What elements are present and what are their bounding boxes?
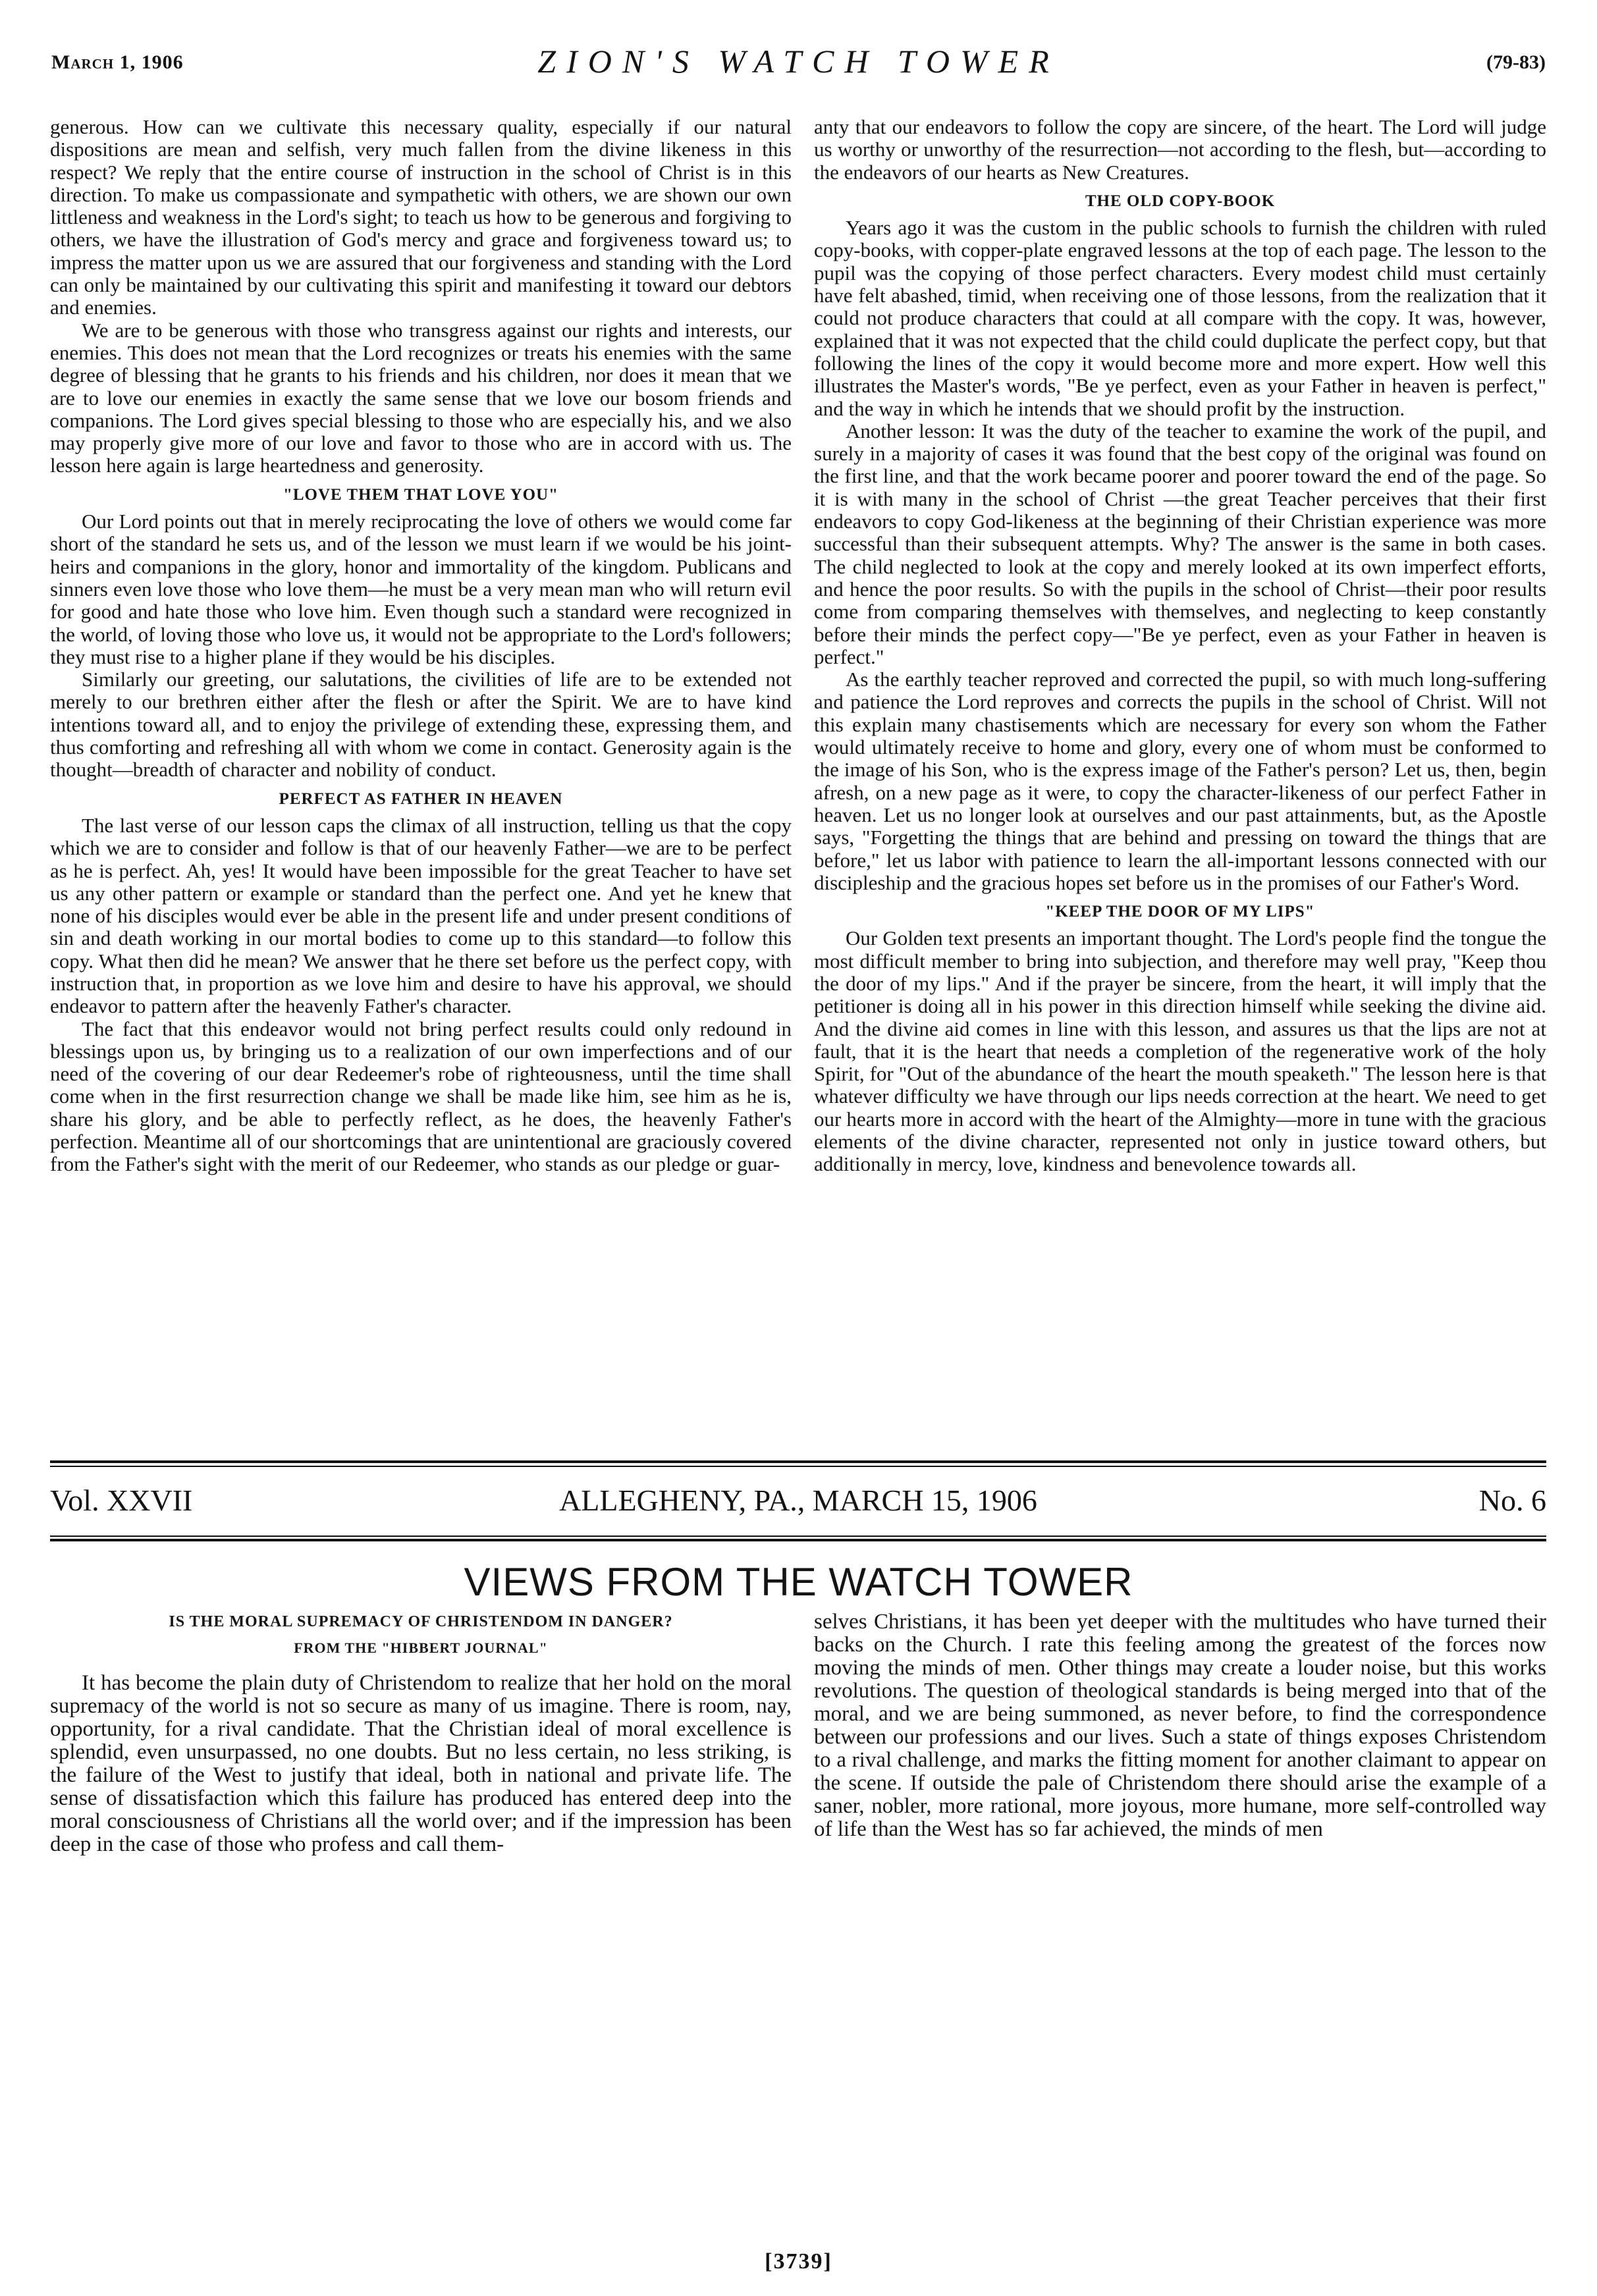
paragraph: It has become the plain duty of Christendom to realize that her hold on the moral supremacy of the world is not so secure as many of us imagine. There is room, nay, opportunity, for a rival candidate. That the Christian ideal of moral excellence is splendid, even unsurpassed, no one doubts. But no less certain, no less striking, is the failure of the West to justify that ideal, both in national and private life. The sense of dissatisfaction which this failure has produced has entered deep into the moral consciousness of Christians all the world over; and if the impression has been deep in the case of those who profess and call them- — [50, 1670, 792, 1856]
place-date: ALLEGHENY, PA., MARCH 15, 1906 — [559, 1483, 1037, 1517]
paragraph: Years ago it was the custom in the public schools to furnish the children with ruled copy-books, with copper-plate engraved lessons at the top of each page. The lesson to the pupil was the copying of those perfect characters. Every modest child must certainly have felt abashed, timid, when receiving one of those lessons, from the realization that it could not produce characters that could at all compare with the copy. It was, however, explained that it was not expected that the child could duplicate the perfect copy, but that following the lines of the copy it would become more and more expert. How well this illustrates the Master's words, "Be ye perfect, even as your Father in heaven is perfect," and the way in which he intends that we should profit by the instruction. — [814, 216, 1546, 420]
top-right-column — [814, 116, 1546, 1176]
paragraph: The last verse of our lesson caps the climax of all instruction, telling us that the copy which we are to consider and follow is that of our heavenly Father—we are to be perfect as he is perfect. Ah, yes! It would have been impossible for the great Teacher to have set us any other pattern or example or standard than the perfect one. And yet he knew that none of his disciples would ever be able in the present life and under present conditions of sin and death working in our mortal bodies to come up to this standard—to follow this copy. What then did he mean? We answer that he there set before us the perfect copy, with instruction that, in proportion as we love him and desire to have his approval, we should endeavor to pattern after the heavenly Father's character. — [50, 813, 792, 1018]
paragraph: generous. How can we cultivate this necessary quality, especially if our natural dispositions are mean and selfish, very much fallen from the divine likeness in this respect? We reply that the entire course of instruction in the school of Christ is in this direction. To make us compassionate and sympathetic with others, we are shown our own littleness and weakness in the Lord's sight; to teach us how to be generous and forgiving to others, we have the illustration of God's mercy and grace and forgiveness toward us; to impress the matter upon us we are assured that our forgiveness and standing with the Lord can only be maintained by our cultivating this spirit and manifesting it toward our debtors and enemies. — [50, 115, 792, 319]
masthead-rule-bottom-thin — [50, 1535, 1546, 1537]
bottom-right-column — [814, 1611, 1546, 1841]
article-heading: IS THE MORAL SUPREMACY OF CHRISTENDOM IN DANGER? — [169, 1613, 673, 1630]
section-heading: "LOVE THEM THAT LOVE YOU" — [283, 485, 559, 504]
volume-label: Vol. XXVII — [50, 1483, 193, 1517]
bottom-left-column — [50, 1611, 792, 1856]
article-source: FROM THE "HIBBERT JOURNAL" — [294, 1640, 548, 1657]
masthead-rule-top — [50, 1460, 1546, 1463]
masthead-rule-top-thin — [50, 1466, 1546, 1467]
masthead-rule-bottom — [50, 1539, 1546, 1541]
paragraph: The fact that this endeavor would not bring perfect results could only redound in blessings upon us, by bringing us to a realization of our own imperfections and of our need of the covering of our dear Redeemer's robe of righteousness, until the time shall come when in the first resurrection change we shall be made like him, see him as he is, share his glory, and be able to perfectly reflect, as he does, the heavenly Father's perfection. Meantime all of our shortcomings that are unintentional are graciously covered from the Father's sight with the merit of our Redeemer, who stands as our pledge or guar- — [50, 1017, 792, 1176]
paragraph: We are to be generous with those who transgress against our rights and interests, our enemies. This does not mean that the Lord recognizes or treats his enemies with the same degree of blessing that he grants to his friends and his children, nor does it mean that we are to love our enemies in exactly the same sense that we love our bosom friends and companions. The Lord gives special blessing to those who are especially his, and we also may properly give more of our love and favor to those who are in accord with us. The lesson here again is large heartedness and generosity. — [50, 318, 792, 477]
paragraph: As the earthly teacher reproved and corrected the pupil, so with much long-suffering and patience the Lord reproves and corrects the pupils in the school of Christ. Will not this explain many chastisements which are necessary for every son whom the Father would ultimately receive to home and glory, every one of whom must be conformed to the image of his Son, who is the express image of the Father's person? Let us, then, begin afresh, on a new page as it were, to copy the character-likeness of our perfect Father in heaven. Let us no longer look at ourselves and our past attainments, but, as the Apostle says, "Forgetting the things that are behind and pressing on toward the things that are before," let us labor with patience to learn the all-important lessons connected with our discipleship and the gracious hopes set before us in the promises of our Father's Word. — [814, 668, 1546, 894]
page-folio: [3739] — [765, 2249, 832, 2274]
top-left-column — [50, 116, 792, 1176]
section-heading: THE OLD COPY-BOOK — [1085, 192, 1276, 210]
paragraph: Our Golden text presents an important thought. The Lord's people find the tongue the most difficult member to bring into subjection, and therefore may well pray, "Keep thou the door of my lips." And if the prayer be sincere, from the heart, it will imply that the petitioner is doing all in his power in this direction himself while seeking the divine aid. And the divine aid comes in line with this lesson, and assures us that the lips are not at fault, that it is the heart that needs a completion of the regenerative work of the holy Spirit, for "Out of the abundance of the heart the mouth speaketh." The lesson here is that whatever difficulty we have through our lips needs correction at the heart. We need to get our hearts more in accord with the heart of the Almighty—more in tune with the gracious elements of the divine character, represented not only in justice toward others, but additionally in mercy, love, kindness and benevolence towards all. — [814, 926, 1546, 1176]
section-heading: "KEEP THE DOOR OF MY LIPS" — [1045, 903, 1315, 921]
paragraph: Our Lord points out that in merely reciprocating the love of others we would come far short of the standard he sets us, and of the lesson we must learn if we would be his joint-heirs and companions in the glory, honor and immortality of the kingdom. Publicans and sinners even love those who love them—he must be a very mean man who will return evil for good and hate those who love him. Even though such a standard were recognized in the world, of loving those who love us, it would not be appropriate to the Lord's followers; they must rise to a higher plane if they would be his disciples. — [50, 510, 792, 668]
masthead — [50, 1483, 1546, 1529]
paragraph: selves Christians, it has been yet deeper with the multitudes who have turned their backs on the Church. I rate this feeling among the greatest of the forces now moving the minds of men. Other things may create a louder noise, but this works revolutions. The question of theological standards is being merged into that of the moral, and we are being summoned, as never before, to find the correspondence between our professions and our lives. Such a state of things exposes Christendom to a rival challenge, and marks the fitting moment for another claimant to appear on the scene. If outside the pale of Christendom there should arise the example of a saner, nobler, more rational, more joyous, more humane, more self-controlled way of life than the West has so far achieved, the minds of men — [814, 1610, 1546, 1841]
paragraph: Another lesson: It was the duty of the teacher to examine the work of the pupil, and surely in a majority of cases it was found that the best copy of the original was found on the first line, and that the work became poorer and poorer toward the end of the page. So it is with many in the school of Christ —the great Teacher perceives that their first endeavors to copy God-likeness at the beginning of their Christian experience was more successful than their subsequent attempts. Why? The answer is the same in both cases. The child neglected to look at the copy and merely looked at its own imperfect efforts, and hence the poor results. So with the pupils in the school of Christ—their poor results come from comparing themselves with themselves, and neglecting to keep constantly before their minds the perfect copy—"Be ye perfect, even as your Father in heaven is perfect." — [814, 419, 1546, 668]
section-heading: PERFECT AS FATHER IN HEAVEN — [279, 789, 563, 808]
paragraph: Similarly our greeting, our salutations, the civilities of life are to be extended not merely to our brethren either after the flesh or after the Spirit. We are to have kind intentions toward all, and to enjoy the privilege of extending these, expressing them, and thus comforting and refreshing all with whom we come in contact. Generosity again is the thought—breadth of character and nobility of conduct. — [50, 668, 792, 782]
running-header-pages: (79-83) — [1486, 51, 1546, 73]
issue-number: No. 6 — [1478, 1483, 1546, 1517]
running-header-title: ZION'S WATCH TOWER — [537, 43, 1060, 80]
section-title: VIEWS FROM THE WATCH TOWER — [464, 1560, 1133, 1604]
paragraph: anty that our endeavors to follow the copy are sincere, of the heart. The Lord will judge us worthy or unworthy of the resurrection—not according to the flesh, but—according to the endeavors of our hearts as New Creatures. — [814, 115, 1546, 184]
running-header-date: March 1, 1906 — [51, 51, 184, 73]
